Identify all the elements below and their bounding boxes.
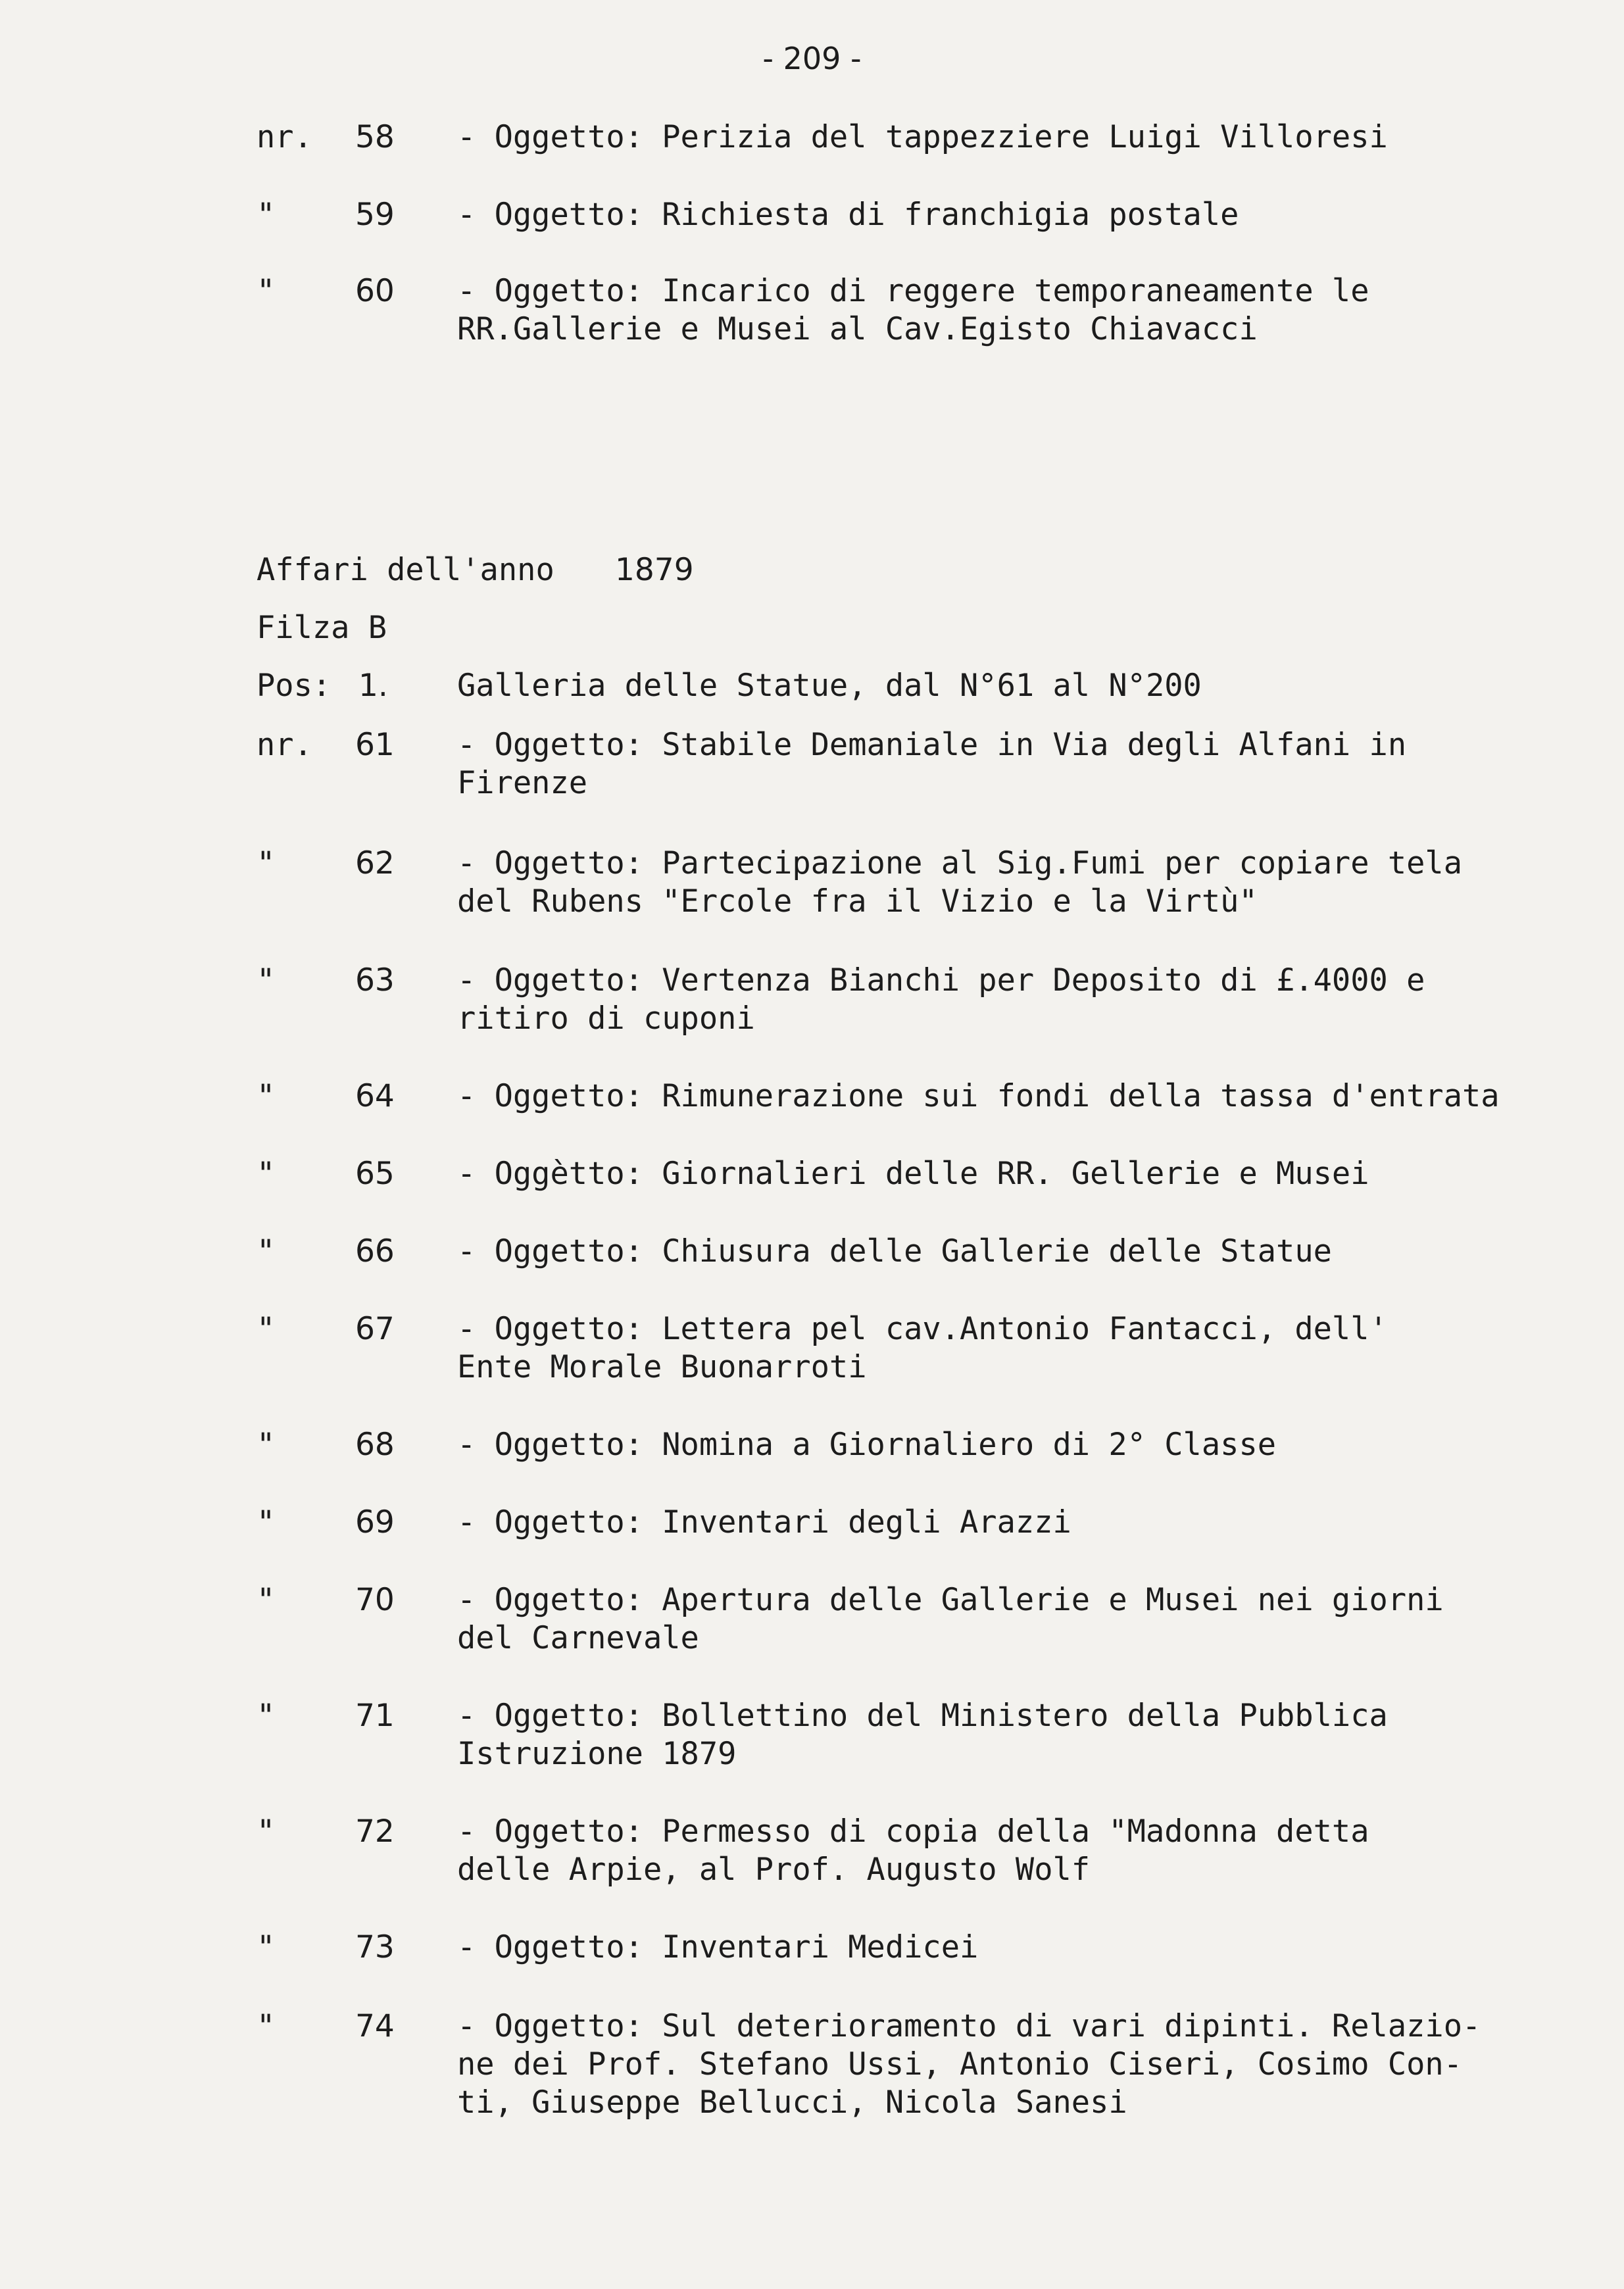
entry-line: - Oggetto: Rimunerazione sui fondi della tassa d'entrata: [457, 1078, 1500, 1114]
entry-prefix: ": [257, 1156, 276, 1192]
entry-prefix: ": [257, 1233, 276, 1269]
entry-line: - Oggetto: Bollettino del Ministero della Pubblica: [457, 1698, 1388, 1734]
entry-line: - Oggetto: Stabile Demaniale in Via degli Alfani in: [457, 727, 1407, 763]
entry-line: - Oggètto: Giornalieri delle RR. Gellerie e Musei: [457, 1156, 1369, 1192]
entry-prefix: ": [257, 1504, 276, 1540]
entry-prefix: nr.: [257, 119, 312, 155]
entry-line: - Oggetto: Vertenza Bianchi per Deposito di £.4000 e: [457, 962, 1425, 998]
entry-number: 73: [355, 1929, 395, 1965]
pos-label: Pos:: [257, 668, 332, 704]
pos-value: 1.: [358, 668, 388, 704]
entry-line: ritiro di cuponi: [457, 1000, 755, 1037]
filza-label: Filza B: [257, 610, 387, 646]
entry-line: Ente Morale Buonarroti: [457, 1349, 867, 1385]
entry-line: ne dei Prof. Stefano Ussi, Antonio Ciseri, Cosimo Con-: [457, 2046, 1463, 2082]
entry-number: 59: [355, 197, 395, 233]
pos-text: Galleria delle Statue, dal N°61 al N°200: [457, 668, 1202, 704]
entry-line: - Oggetto: Permesso di copia della "Madonna detta: [457, 1813, 1369, 1850]
entry-prefix: nr.: [257, 727, 312, 763]
entry-line: - Oggetto: Perizia del tappezziere Luigi Villoresi: [457, 119, 1388, 155]
entry-line: - Oggetto: Nomina a Giornaliero di 2° Classe: [457, 1427, 1277, 1463]
entry-prefix: ": [257, 2008, 276, 2044]
entry-line: del Carnevale: [457, 1620, 699, 1656]
entry-line: - Oggetto: Sul deterioramento di vari dipinti. Relazio-: [457, 2008, 1481, 2044]
entry-number: 60: [355, 273, 395, 309]
entry-line: Firenze: [457, 765, 588, 801]
entry-number: 65: [355, 1156, 395, 1192]
entry-line: - Oggetto: Chiusura delle Gallerie delle Statue: [457, 1233, 1332, 1269]
entry-line: - Oggetto: Apertura delle Gallerie e Musei nei giorni: [457, 1582, 1444, 1618]
entry-line: delle Arpie, al Prof. Augusto Wolf: [457, 1852, 1091, 1888]
entry-prefix: ": [257, 845, 276, 881]
affari-label: Affari dell'anno: [257, 552, 554, 588]
entry-prefix: ": [257, 1813, 276, 1850]
entry-number: 68: [355, 1427, 395, 1463]
entry-number: 69: [355, 1504, 395, 1540]
entry-line: - Oggetto: Lettera pel cav.Antonio Fantacci, dell': [457, 1311, 1388, 1347]
entry-prefix: ": [257, 1929, 276, 1965]
entry-line: - Oggetto: Partecipazione al Sig.Fumi per copiare tela: [457, 845, 1463, 881]
entry-prefix: ": [257, 1311, 276, 1347]
entry-prefix: ": [257, 1078, 276, 1114]
entry-number: 66: [355, 1233, 395, 1269]
entry-prefix: ": [257, 1582, 276, 1618]
entry-number: 62: [355, 845, 395, 881]
entry-line: - Oggetto: Richiesta di franchigia postale: [457, 197, 1239, 233]
entry-line: - Oggetto: Incarico di reggere temporaneamente le: [457, 273, 1369, 309]
entry-prefix: ": [257, 1427, 276, 1463]
entry-prefix: ": [257, 1698, 276, 1734]
entry-line: ti, Giuseppe Bellucci, Nicola Sanesi: [457, 2084, 1127, 2121]
entry-line: RR.Gallerie e Musei al Cav.Egisto Chiavacci: [457, 311, 1258, 347]
page-number: - 209 -: [762, 41, 862, 76]
entry-number: 71: [355, 1698, 395, 1734]
entry-prefix: ": [257, 962, 276, 998]
entry-line: del Rubens "Ercole fra il Vizio e la Virtù": [457, 883, 1258, 920]
affari-year: 1879: [615, 552, 694, 588]
entry-line: Istruzione 1879: [457, 1736, 737, 1772]
entry-number: 72: [355, 1813, 395, 1850]
entry-number: 70: [355, 1582, 395, 1618]
entry-prefix: ": [257, 273, 276, 309]
entry-number: 67: [355, 1311, 395, 1347]
entry-number: 61: [355, 727, 395, 763]
entry-number: 64: [355, 1078, 395, 1114]
entry-number: 63: [355, 962, 395, 998]
entry-line: - Oggetto: Inventari degli Arazzi: [457, 1504, 1071, 1540]
entry-prefix: ": [257, 197, 276, 233]
entry-number: 74: [355, 2008, 395, 2044]
entry-number: 58: [355, 119, 395, 155]
entry-line: - Oggetto: Inventari Medicei: [457, 1929, 979, 1965]
